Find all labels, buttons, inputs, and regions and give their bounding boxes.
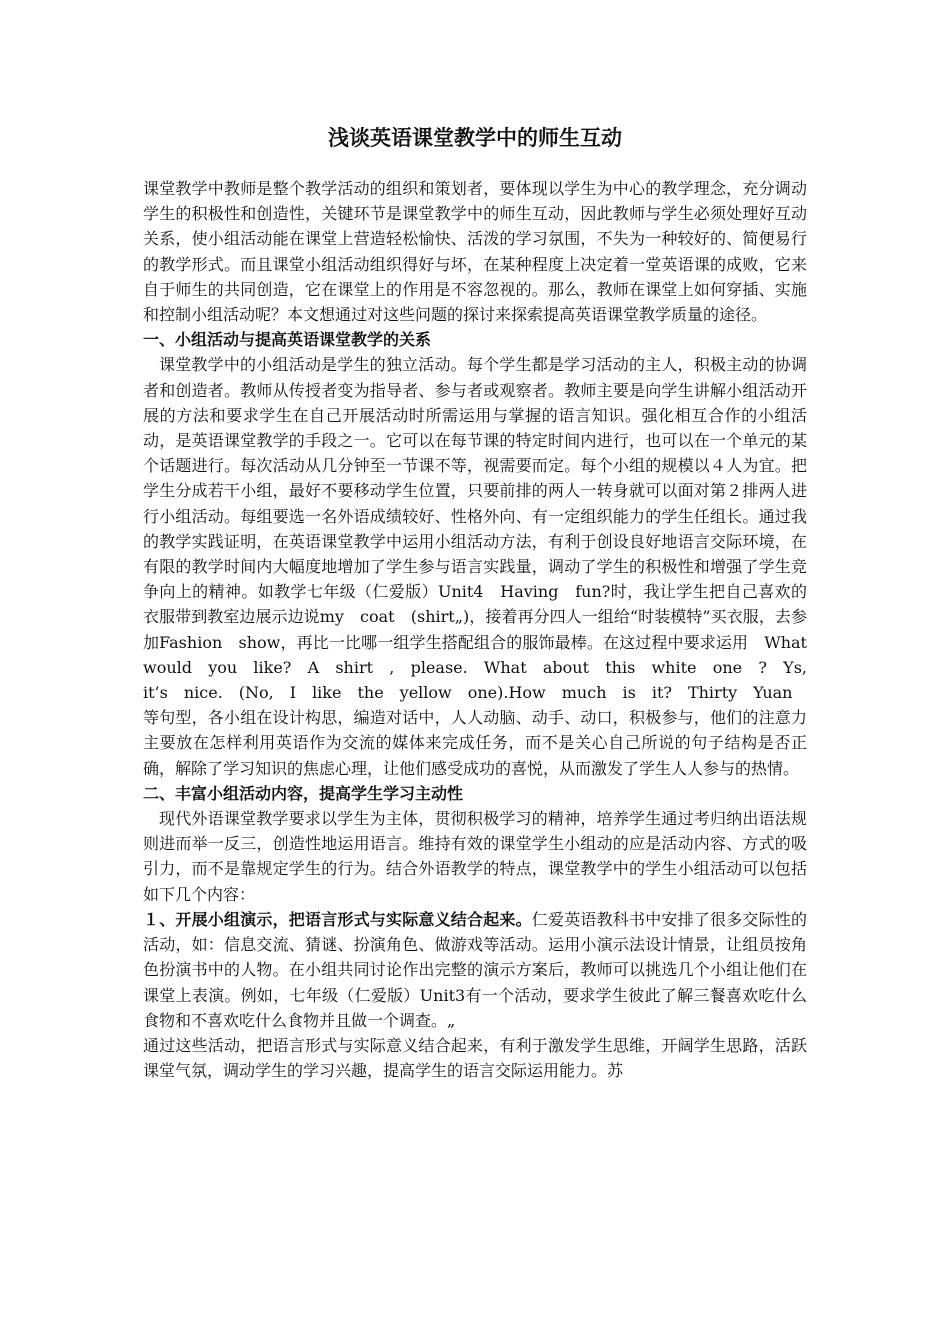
section1-paragraph-2: 等句型，各小组在设计构思，编造对话中，人人动脑、动手、动口，积极参与，他们的注意力主要放在怎样利用英语作为交流的媒体来完成任务，而不是关心自己所说的句子结构是否正确，解除了学习知识的焦虑心理，让他们感受成功的喜悦，从而激发了学生人人参与的热情。	[143, 708, 807, 778]
section1-heading: 一、小组活动与提高英语课堂教学的关系	[143, 330, 432, 350]
section1-paragraph-1: 课堂教学中的小组活动是学生的独立活动。每个学生都是学习活动的主人，积极主动的协调者和创造者。教师从传授者变为指导者、参与者或观察者。教师主要是向学生讲解小组活动开展的方法和要求学生在自己开展活动时所需运用与掌握的语言知识。强化相互合作的小组活动，是英语课堂教学的手段之一。它可以在每节课的特定时间内进行，也可以在一个单元的某个话题进行。每次活动从几分钟至一节课不等，视需要而定。每个小组的规模以４人为宜。把学生分成若干小组，最好不要移动学生位置，只要前排的两人一转身就可以面对第２排两人进行小组活动。每组要选一名外语成绩较好、性格外向、有一定组织能力的学生任组长。通过我的教学实践证明，在英语课堂教学中运用小组活动方法，有利于创设良好地语言交际环境，在有限的教学时间内大幅度地增加了学生参与语言实践量，调动了学生的积极性和增强了学生竞争向上的精神。如教学七年级（仁爱版）Unit4 Having fun?时，我让学生把自己喜欢的衣服带到教室边展示边说my coat (shirt„)，接着再分四人一组给“时装模特”买衣服，去参加Fashion show，再比一比哪一组学生搭配组合的服饰最棒。在这过程中要求运用 What would you like? A shirt , please. What about this white one ? Ys, it’s nice. (No, I like the yellow one).How much is it? Thirty Yuan	[143, 355, 824, 703]
document-page	[143, 0, 824, 1083]
section2-paragraph-1: 现代外语课堂教学要求以学生为主体，贯彻积极学习的精神，培养学生通过考归纳出语法规则进而举一反三，创造性地运用语言。维持有效的课堂学生小组动的应是活动内容、方式的吸引力，而不是靠规定学生的行为。结合外语教学的特点，课堂教学中的学生小组活动可以包括如下几个内容：	[143, 809, 807, 904]
intro-paragraph: 课堂教学中教师是整个教学活动的组织和策划者，要体现以学生为中心的教学理念，充分调动学生的积极性和创造性，关键环节是课堂教学中的师生互动，因此教师与学生必须处理好互动关系，使小组活动能在课堂上营造轻松愉快、活泼的学习氛围，不失为一种较好的、简便易行的教学形式。而且课堂小组活动组织得好与坏，在某种程度上决定着一堂英语课的成败，它来自于师生的共同创造，它在课堂上的作用是不容忽视的。那么，教师在课堂上如何穿插、实施和控制小组活动呢？本文想通过对这些问题的探讨来探索提高英语课堂教学质量的途径。	[143, 179, 807, 325]
section2-item-1-text: 仁爱英语教科书中安排了很多交际性的活动，如：信息交流、猜谜、扮演角色、做游戏等活动。运用小演示法设计情景，让组员按角色扮演书中的人物。在小组共同讨论作出完整的演示方案后，教师可以挑选几个小组让他们在课堂上表演。例如，七年级（仁爱版）Unit3有一个活动，要求学生彼此了解三餐喜欢吃什么食物和不喜欢吃什么食物并且做一个调查。„	[143, 909, 807, 1030]
section2-item-1	[143, 907, 807, 1033]
section2-paragraph-2: 通过这些活动，把语言形式与实际意义结合起来，有利于激发学生思维，开阔学生思路，活跃课堂气氛，调动学生的学习兴趣，提高学生的语言交际运用能力。苏	[143, 1035, 807, 1081]
section2-heading: 二、丰富小组活动内容，提高学生学习主动性	[143, 783, 464, 803]
section2-item-1-lead: １、开展小组演示，把语言形式与实际意义结合起来。	[143, 909, 532, 929]
document-title: 浅谈英语课堂教学中的师生互动	[328, 125, 622, 150]
